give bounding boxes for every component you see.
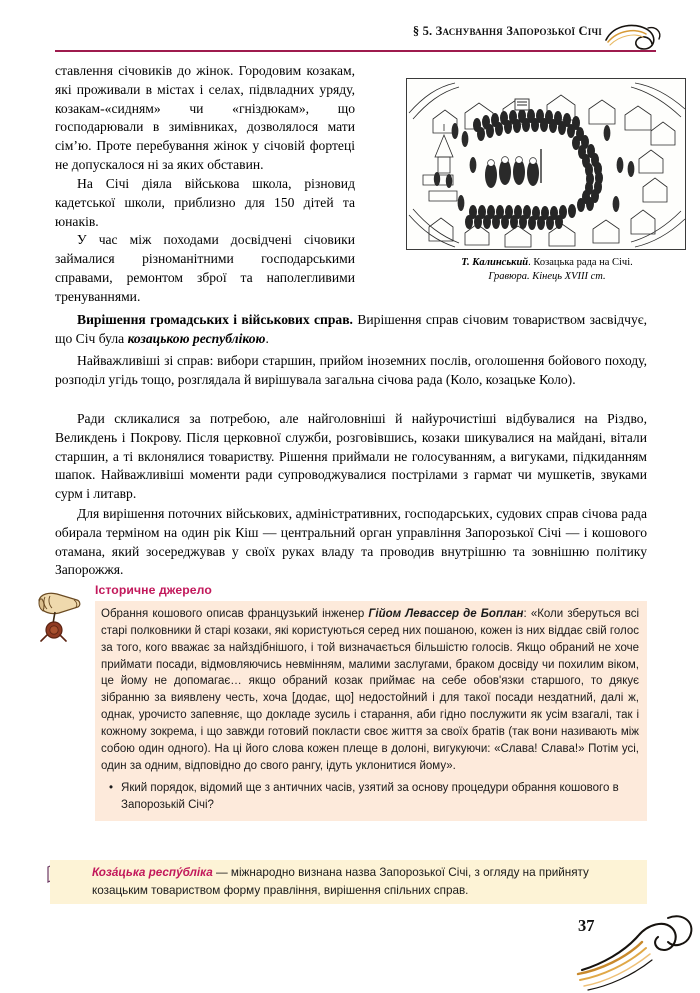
source-quote: : «Коли зберуться всі старі полковники й старі козаки, які користуються серед них пошаною, кожен із них віддає свій голос за того, кого вважає за найздібнішого, і той визначається більшістю голосів. Якщо обраний не хоче приймати посади, відмовляючись невмінням, малими заслугами, браком досвіду чи похилим віком, це йому не допомагає… якщо обраний козак приймає на себе обов'язки старшого, то дякує зібранню за виявлену честь, хоча [додає, що] недостойний і для такої посади нездатний, далі ж, однак, урочисто запевняє, що докладе зусиль і старання, аби гідно послужити як усім взагалі, так і кожному зокрема, і що завжди готовий покласти своє життя за своїх братів (так вони називають між собою один одного). На ці його слова кожен плеще в долоні, вигукуючи: «Слава! Слава!» Потім усі, один за одним, відповідно до свого рангу, ідуть уклонитися йому». <box>101 608 639 772</box>
paragraph-7-wrap <box>55 505 647 580</box>
source-question-text: Який порядок, відомий ще з античних часів, узятий за основу процедури обрання кошового в Запорозькій Січі? <box>121 782 619 812</box>
term-cossack-republic: козацькою республікою <box>127 330 266 346</box>
paragraph-5-wrap <box>55 352 647 390</box>
term-definition-box <box>50 860 647 904</box>
paragraph-4-lead: Вирішення громадських і військових справ. <box>77 312 353 327</box>
paragraph-5: Найважливіші зі справ: вибори старшин, прийом іноземних послів, оголошення бойового походу, розподіл угідь тощо, розглядала й вирішувала загальна січова рада (Коло, козацьке Коло). <box>55 353 647 387</box>
engraving-artwork <box>407 79 686 250</box>
page-number: 37 <box>578 916 595 935</box>
figure-caption-author: Т. Калинський <box>461 257 529 268</box>
figure-cossack-council <box>406 78 688 284</box>
paragraph-1: ставлення січовиків до жінок. Городовим козакам, які проживали в містах і селах, підвладних уряду, козакам-«сидням» чи «гніздюкам», що господарювали в зимівниках, дозволялося мати сім’ю. Проте перебування жінок у січовій фортеці не допускалося ні за яких обставин. <box>55 63 355 173</box>
paragraph-7: Для вирішення поточних військових, адміністративних, господарських, судових справ січова рада обирала терміном на один рік Кіш — центральний орган управління Запорозької Січі — і кошового отамана, який зосереджував у своїх руках владу та проводив внутрішню та зовнішню політику Запорожжя. <box>55 506 647 578</box>
source-author: Гійом Левассер де Боплан <box>368 608 524 620</box>
paragraph-4 <box>55 311 647 349</box>
header-rule <box>55 50 656 52</box>
figure-caption <box>406 256 688 284</box>
figure-caption-line2: Гравюра. Кінець XVIII ст. <box>488 270 606 282</box>
source-intro: Обрання кошового описав французький інженер <box>101 608 369 620</box>
paragraph-3: У час між походами досвідчені січовики займалися різноманітними господарськими справами, ремонтом зброї та наполегливими тренуваннями. <box>55 232 355 304</box>
running-head <box>55 24 660 54</box>
paragraph-4-rest: Вирішення справ січовим товариством засвідчує, що Січ була <box>55 312 647 346</box>
term-definition: — міжнародно визнана назва Запорозької Січі, з огляду на прийняту козацьким товариством форму правління, вирішення спільних справ. <box>92 866 589 897</box>
section-title: § 5. Заснування Запорозької Січі <box>412 24 602 38</box>
body-column-narrow <box>55 62 355 307</box>
flourish-ornament-icon <box>602 18 664 56</box>
figure-caption-title: . Козацька рада на Січі. <box>528 257 633 268</box>
scroll-seal-icon <box>33 586 89 642</box>
historic-source-heading: Історичне джерело <box>95 583 212 597</box>
term-name: Коза́цька респу́бліка <box>92 866 213 879</box>
bullet-marker-icon: • <box>109 782 114 795</box>
paragraph-6-wrap <box>55 410 647 504</box>
paragraph-6: Ради скликалися за потребою, але найголовніші й найурочистіші відбувалися на Різдво, Великдень і Покрову. Після церковної служби, розговівшись, козаки шикувалися на майдані, вітали старшин, а ті вклонялися товариству. Рішення приймали не голосуванням, а вигуками, підкиданням шапок. Найважливіші моменти ради супроводжувалися пострілами з гармат чи мушкетів, звуками сурм і литавр. <box>55 411 647 502</box>
historic-source-box <box>95 583 647 821</box>
historic-source-body <box>95 601 647 821</box>
paragraph-2: На Січі діяла військова школа, різновид кадетської школи, приблизно для 150 дітей та юнаків. <box>55 175 355 229</box>
paragraph-4-tail: . <box>265 330 269 346</box>
engraving-image <box>406 78 686 250</box>
source-question-item <box>101 780 639 814</box>
source-quote-paragraph <box>101 606 639 774</box>
flourish-ornament-icon <box>572 900 700 992</box>
